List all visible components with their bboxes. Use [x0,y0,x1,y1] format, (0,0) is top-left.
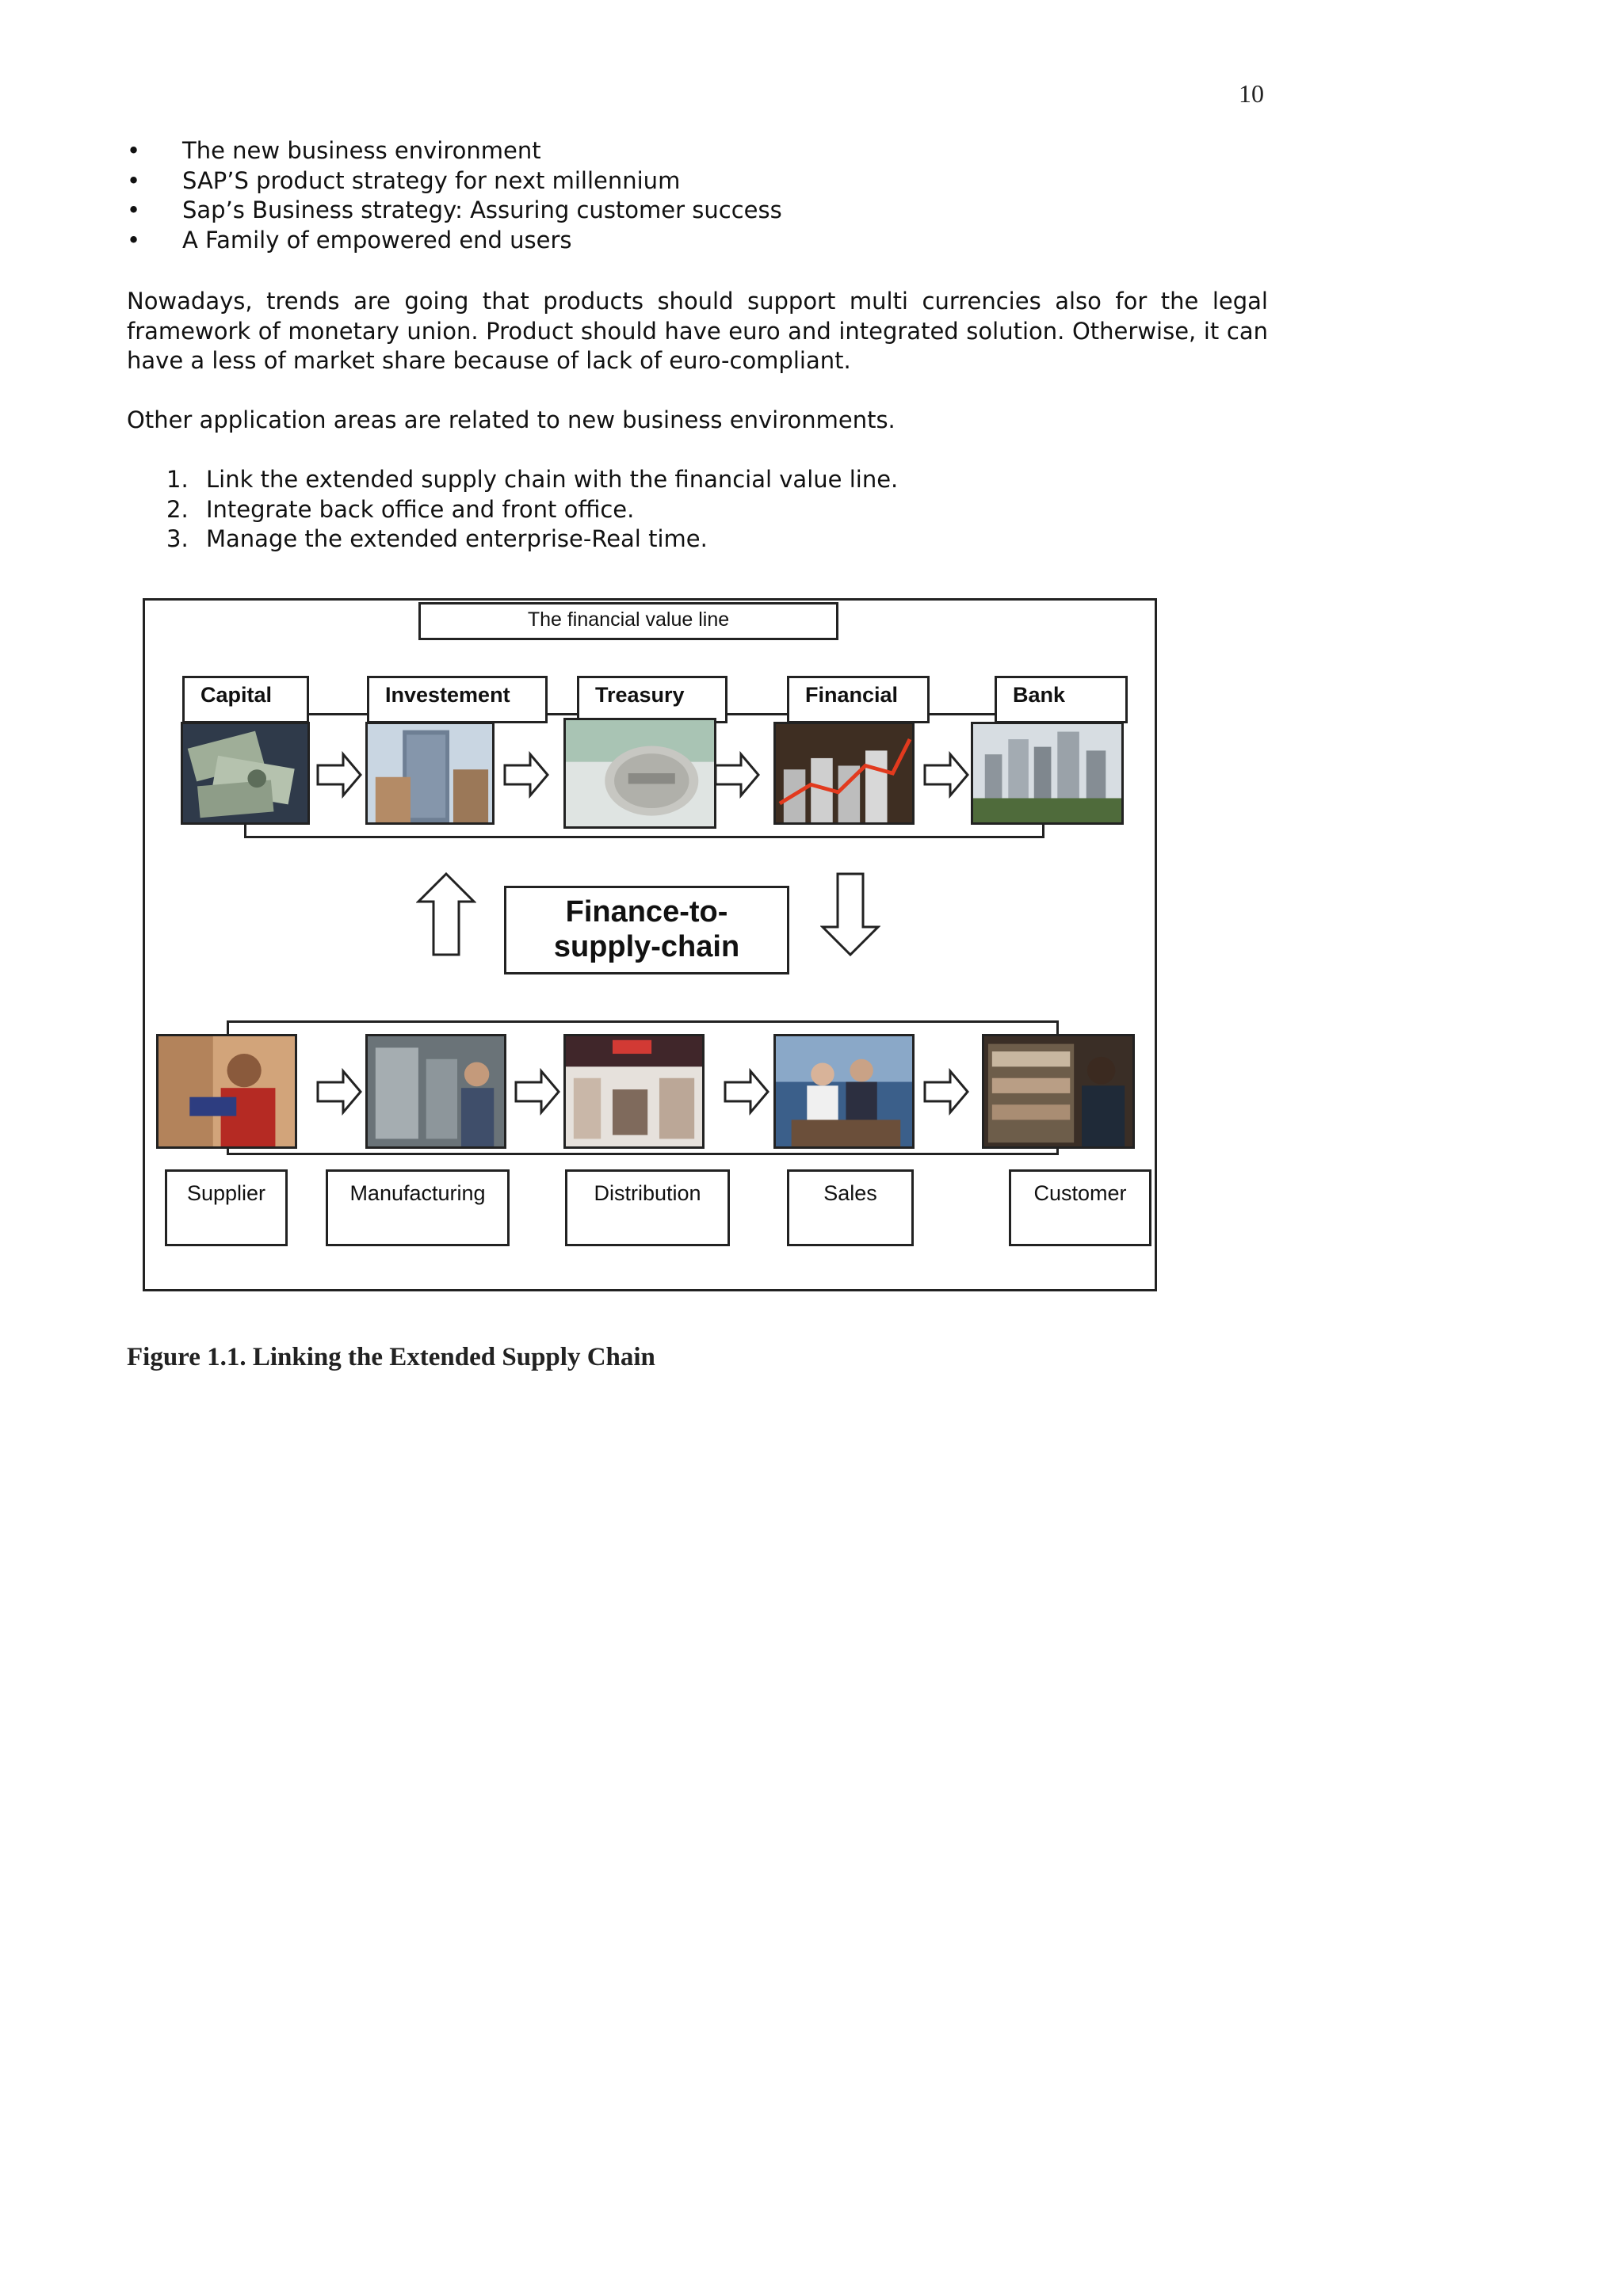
body-paragraph: Nowadays, trends are going that products should support multi currencies also for the legal framework of monetary union. Product should have euro and integrated solution. Otherwise, it can have a less of market share because of lack of euro-compliant. [127,288,1268,374]
center-label-line: supply-chain [553,930,740,963]
numbered-item [166,495,898,525]
bullet-item [127,226,782,256]
stage-label-treasury: Treasury [577,676,727,723]
bullet-text: Sap’s Business strategy: Assuring customer success [182,196,782,223]
arrow-right-icon [714,751,760,799]
item-text: Link the extended supply chain with the financial value line. [206,466,899,493]
treasury-coin-image [563,718,716,829]
item-text: Manage the extended enterprise-Real time. [206,525,708,552]
bullet-item [127,166,782,196]
stage-label-bank: Bank [995,676,1128,723]
numbered-item [166,465,898,495]
arrow-right-icon [514,1068,560,1116]
arrow-right-icon [316,751,362,799]
arrow-right-icon [724,1068,769,1116]
stage-label-investement: Investement [367,676,548,723]
stage-label-capital: Capital [182,676,309,723]
bullet-symbol: • [127,137,141,164]
item-text: Integrate back office and front office. [206,495,635,523]
bullet-list [127,136,782,255]
bullet-item [127,196,782,226]
bullet-symbol: • [127,226,141,254]
arrow-right-icon [923,751,969,799]
bank-city-skyline-image [971,722,1124,825]
distribution-store-image [563,1034,705,1149]
center-label-line: Finance-to- [565,895,728,929]
stage-label-financial: Financial [787,676,930,723]
item-number: 1. [166,466,189,493]
page-number: 10 [1239,79,1264,108]
arrow-down-icon [820,871,880,957]
stage-label-sales: Sales [787,1169,914,1246]
numbered-item [166,524,898,555]
item-number: 2. [166,495,189,523]
manufacturing-factory-image [365,1034,506,1149]
bullet-text: The new business environment [182,137,541,164]
body-paragraph: Other application areas are related to new business environments. [127,406,896,433]
arrow-right-icon [923,1068,969,1116]
bullet-text: SAP’S product strategy for next millennium [182,166,681,194]
arrow-right-icon [503,751,549,799]
numbered-list [166,465,898,555]
bullet-symbol: • [127,196,141,223]
figure-caption: Figure 1.1. Linking the Extended Supply Chain [127,1343,655,1371]
arrow-up-icon [416,871,476,957]
bullet-item [127,136,782,166]
stage-label-customer: Customer [1009,1169,1151,1246]
customer-shopping-image [982,1034,1135,1149]
stage-label-supplier: Supplier [165,1169,288,1246]
item-number: 3. [166,525,189,552]
financial-coins-chart-image [773,722,915,825]
capital-money-image [181,722,310,825]
supply-chain-figure [143,598,1157,1291]
investement-building-image [365,722,495,825]
stage-label-distribution: Distribution [565,1169,730,1246]
bullet-text: A Family of empowered end users [182,226,572,254]
arrow-right-icon [316,1068,362,1116]
financial-value-line-label: The financial value line [418,602,838,640]
bullet-symbol: • [127,166,141,194]
stage-label-manufacturing: Manufacturing [326,1169,510,1246]
sales-meeting-image [773,1034,915,1149]
supplier-worker-image [156,1034,297,1149]
finance-to-supply-chain-label [504,886,789,974]
